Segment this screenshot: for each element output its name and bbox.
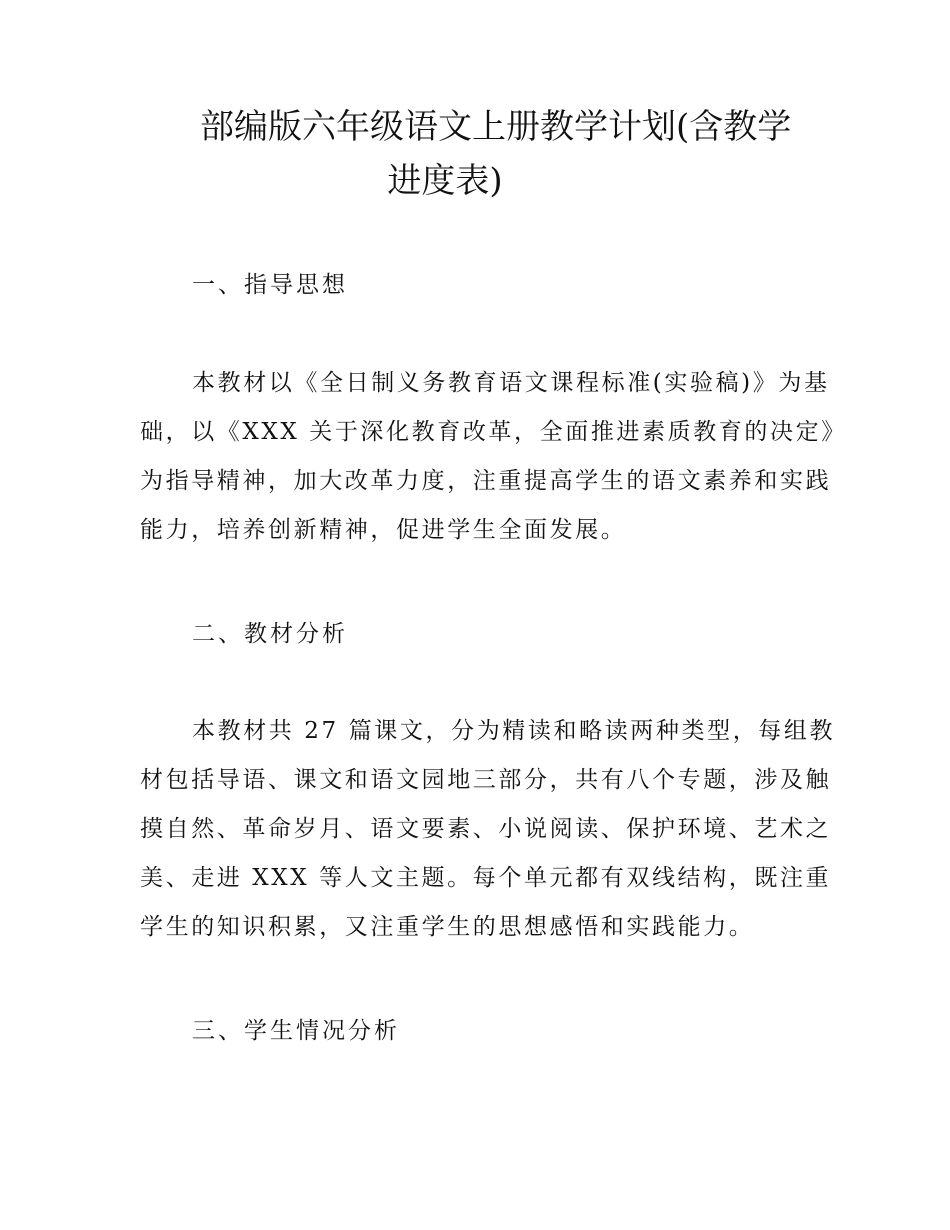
section-heading-guiding-ideology: 一、指导思想 xyxy=(192,272,348,298)
title-line-1: 部编版六年级语文上册教学计划(含教学 xyxy=(200,107,792,147)
paragraph-line: 摸自然、革命岁月、语文要素、小说阅读、保护环境、艺术之 xyxy=(140,816,832,842)
paragraph-line: 本教材共 27 篇课文，分为精读和略读两种类型，每组教 xyxy=(192,718,836,744)
document-title xyxy=(200,100,820,208)
paragraph-line: 能力，培养创新精神，促进学生全面发展。 xyxy=(140,517,627,543)
title-line-2: 进度表) xyxy=(387,161,503,201)
paragraph-line: 础，以《XXX 关于深化教育改革，全面推进素质教育的决定》 xyxy=(140,419,847,445)
section-heading-student-analysis: 三、学生情况分析 xyxy=(192,1018,400,1044)
paragraph-line: 美、走进 XXX 等人文主题。每个单元都有双线结构，既注重 xyxy=(140,865,832,891)
paragraph-line: 材包括导语、课文和语文园地三部分，共有八个专题，涉及触 xyxy=(140,767,832,793)
paragraph-guiding-ideology xyxy=(140,359,847,555)
paragraph-line: 学生的知识积累，又注重学生的思想感悟和实践能力。 xyxy=(140,914,755,940)
section-heading-textbook-analysis: 二、教材分析 xyxy=(192,621,348,647)
paragraph-line: 为指导精神，加大改革力度，注重提高学生的语文素养和实践 xyxy=(140,468,832,494)
paragraph-textbook-analysis xyxy=(140,707,836,952)
paragraph-line: 本教材以《全日制义务教育语文课程标准(实验稿)》为基 xyxy=(192,370,830,396)
